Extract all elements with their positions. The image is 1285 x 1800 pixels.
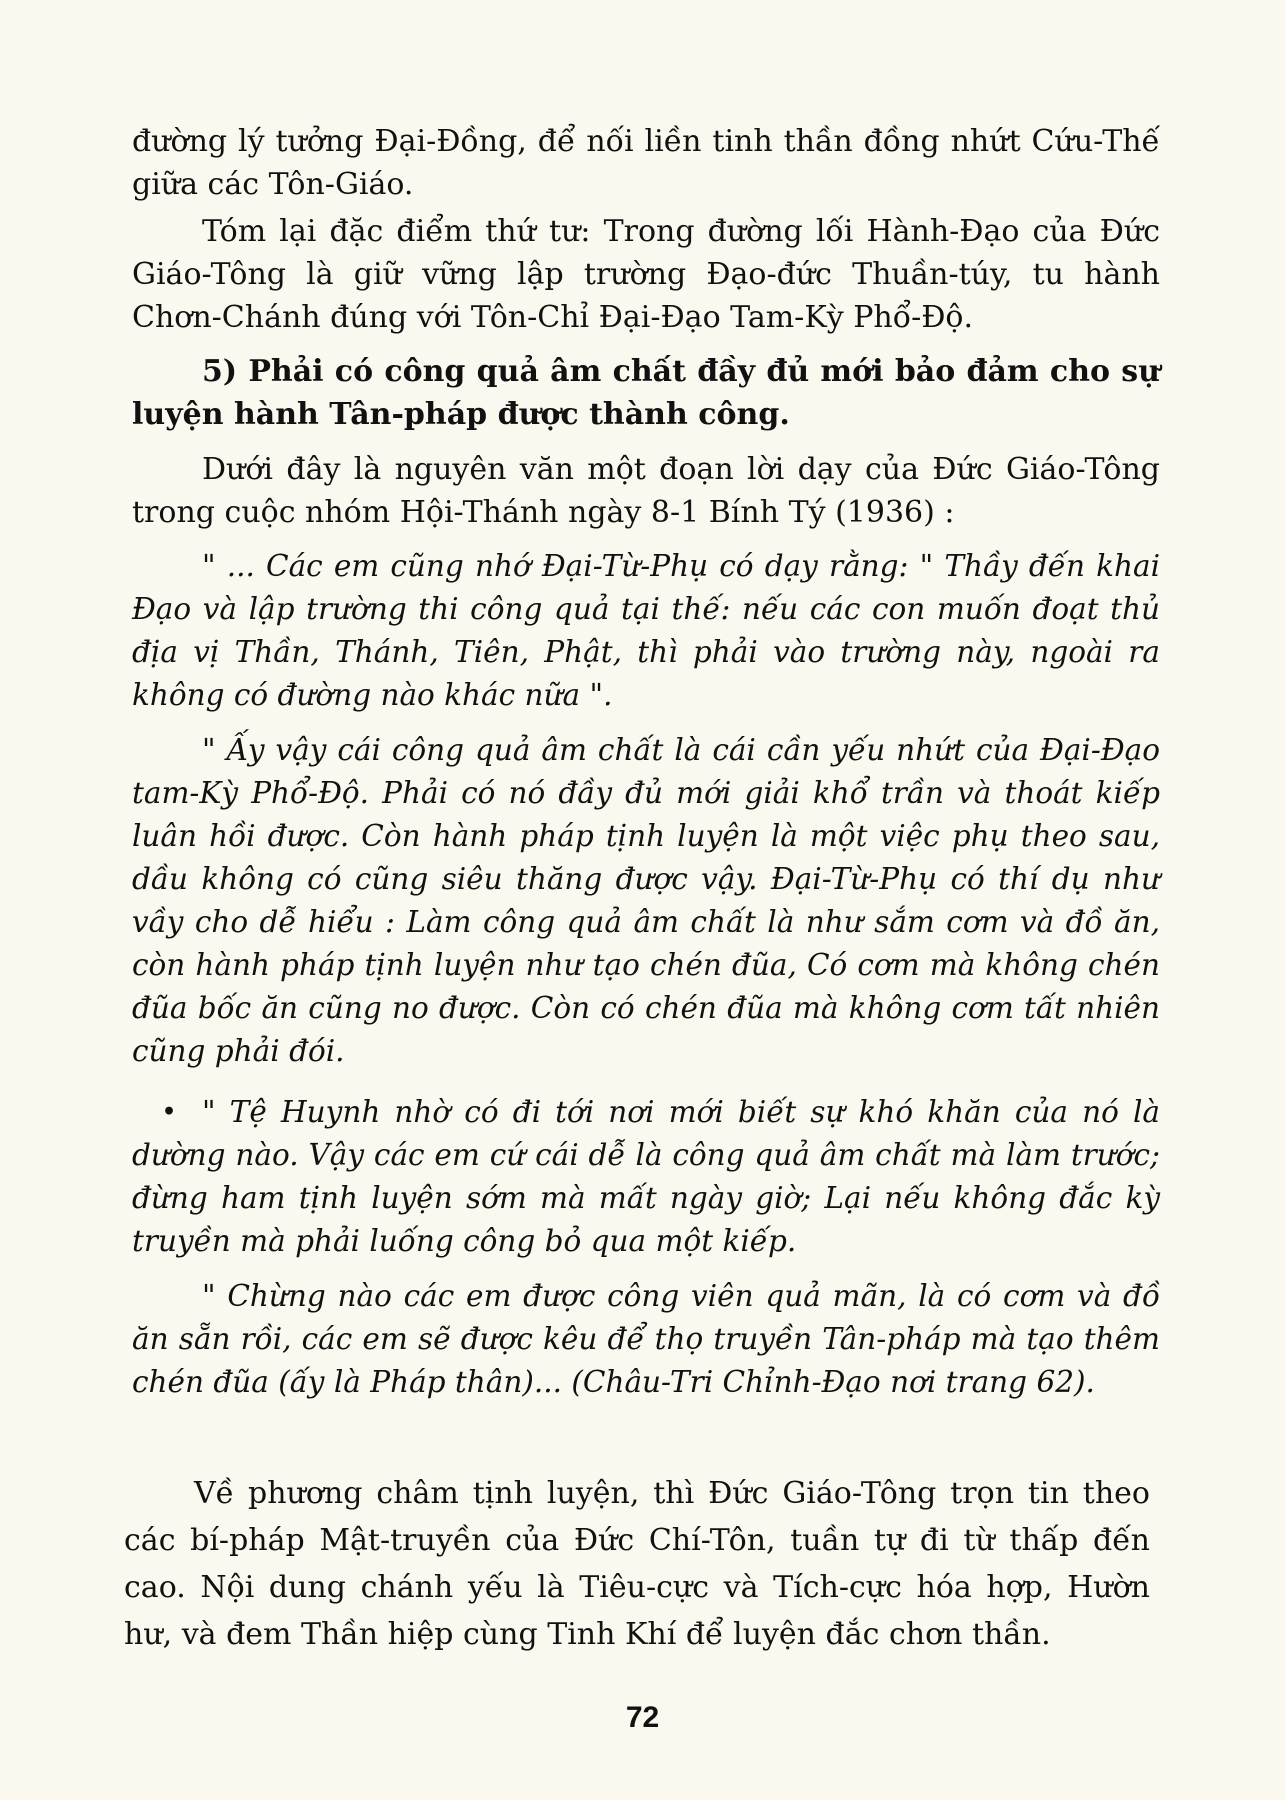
paragraph-continuation: đường lý tưởng Đại-Đồng, để nối liền tinh thần đồng nhứt Cứu-Thế giữa các Tôn-Giáo. bbox=[132, 124, 1160, 202]
bullet-mark: • bbox=[162, 1099, 177, 1125]
quote-paragraph-1: " ... Các em cũng nhớ Đại-Từ-Phụ có dạy rằng: " Thầy đến khai Đạo và lập trường thi công quả tại thế: nếu các con muốn đoạt thủ địa vị Thần, Thánh, Tiên, Phật, thì phải vào trường này, ngoài ra không có đường nào khác nữa ". bbox=[132, 549, 1160, 712]
paragraph-meditation-method: Về phương châm tịnh luyện, thì Đức Giáo-Tông trọn tin theo các bí-pháp Mật-truyền của Đức Chí-Tôn, tuần tự đi từ thấp đến cao. Nội dung chánh yếu là Tiêu-cực và Tích-cực hóa hợp, Hườn hư, và đem Thần hiệp cùng Tinh Khí để luyện đắc chơn thần. bbox=[124, 1476, 1150, 1652]
page-number: 72 bbox=[625, 1701, 660, 1734]
quote-paragraph-3: " Tệ Huynh nhờ có đi tới nơi mới biết sự khó khăn của nó là dường nào. Vậy các em cứ cái dễ là công quả âm chất mà làm trước; đừng ham tịnh luyện sớm mà mất ngày giờ; Lại nếu không đắc kỳ truyền mà phải luống công bỏ qua một kiếp. bbox=[132, 1095, 1160, 1258]
paragraph-summary-fourth-point: Tóm lại đặc điểm thứ tư: Trong đường lối Hành-Đạo của Đức Giáo-Tông là giữ vững lập trường Đạo-đức Thuần-túy, tu hành Chơn-Chánh đúng với Tôn-Chỉ Đại-Đạo Tam-Kỳ Phổ-Độ. bbox=[132, 214, 1160, 335]
quote-paragraph-2: " Ấy vậy cái công quả âm chất là cái cần yếu nhứt của Đại-Đạo tam-Kỳ Phổ-Độ. Phải có nó đầy đủ mới giải khổ trần và thoát kiếp luân hồi được. Còn hành pháp tịnh luyện là một việc phụ theo sau, dầu không có cũng siêu thăng được vậy. Đại-Từ-Phụ có thí dụ như vầy cho dễ hiểu : Làm công quả âm chất là như sắm cơm và đồ ăn, còn hành pháp tịnh luyện như tạo chén đũa, Có cơm mà không chén đũa bốc ăn cũng no được. Còn có chén đũa mà không cơm tất nhiên cũng phải đói. bbox=[132, 733, 1160, 1068]
section-heading-5: 5) Phải có công quả âm chất đầy đủ mới bảo đảm cho sự luyện hành Tân-pháp được thành công. bbox=[132, 354, 1160, 432]
quote-paragraph-4: " Chừng nào các em được công viên quả mãn, là có cơm và đồ ăn sẵn rồi, các em sẽ được kêu để thọ truyền Tân-pháp mà tạo thêm chén đũa (ấy là Pháp thân)... (Châu-Tri Chỉnh-Đạo nơi trang 62). bbox=[132, 1279, 1160, 1399]
paragraph-quote-intro: Dưới đây là nguyên văn một đoạn lời dạy của Đức Giáo-Tông trong cuộc nhóm Hội-Thánh ngày 8-1 Bính Tý (1936) : bbox=[132, 452, 1160, 530]
